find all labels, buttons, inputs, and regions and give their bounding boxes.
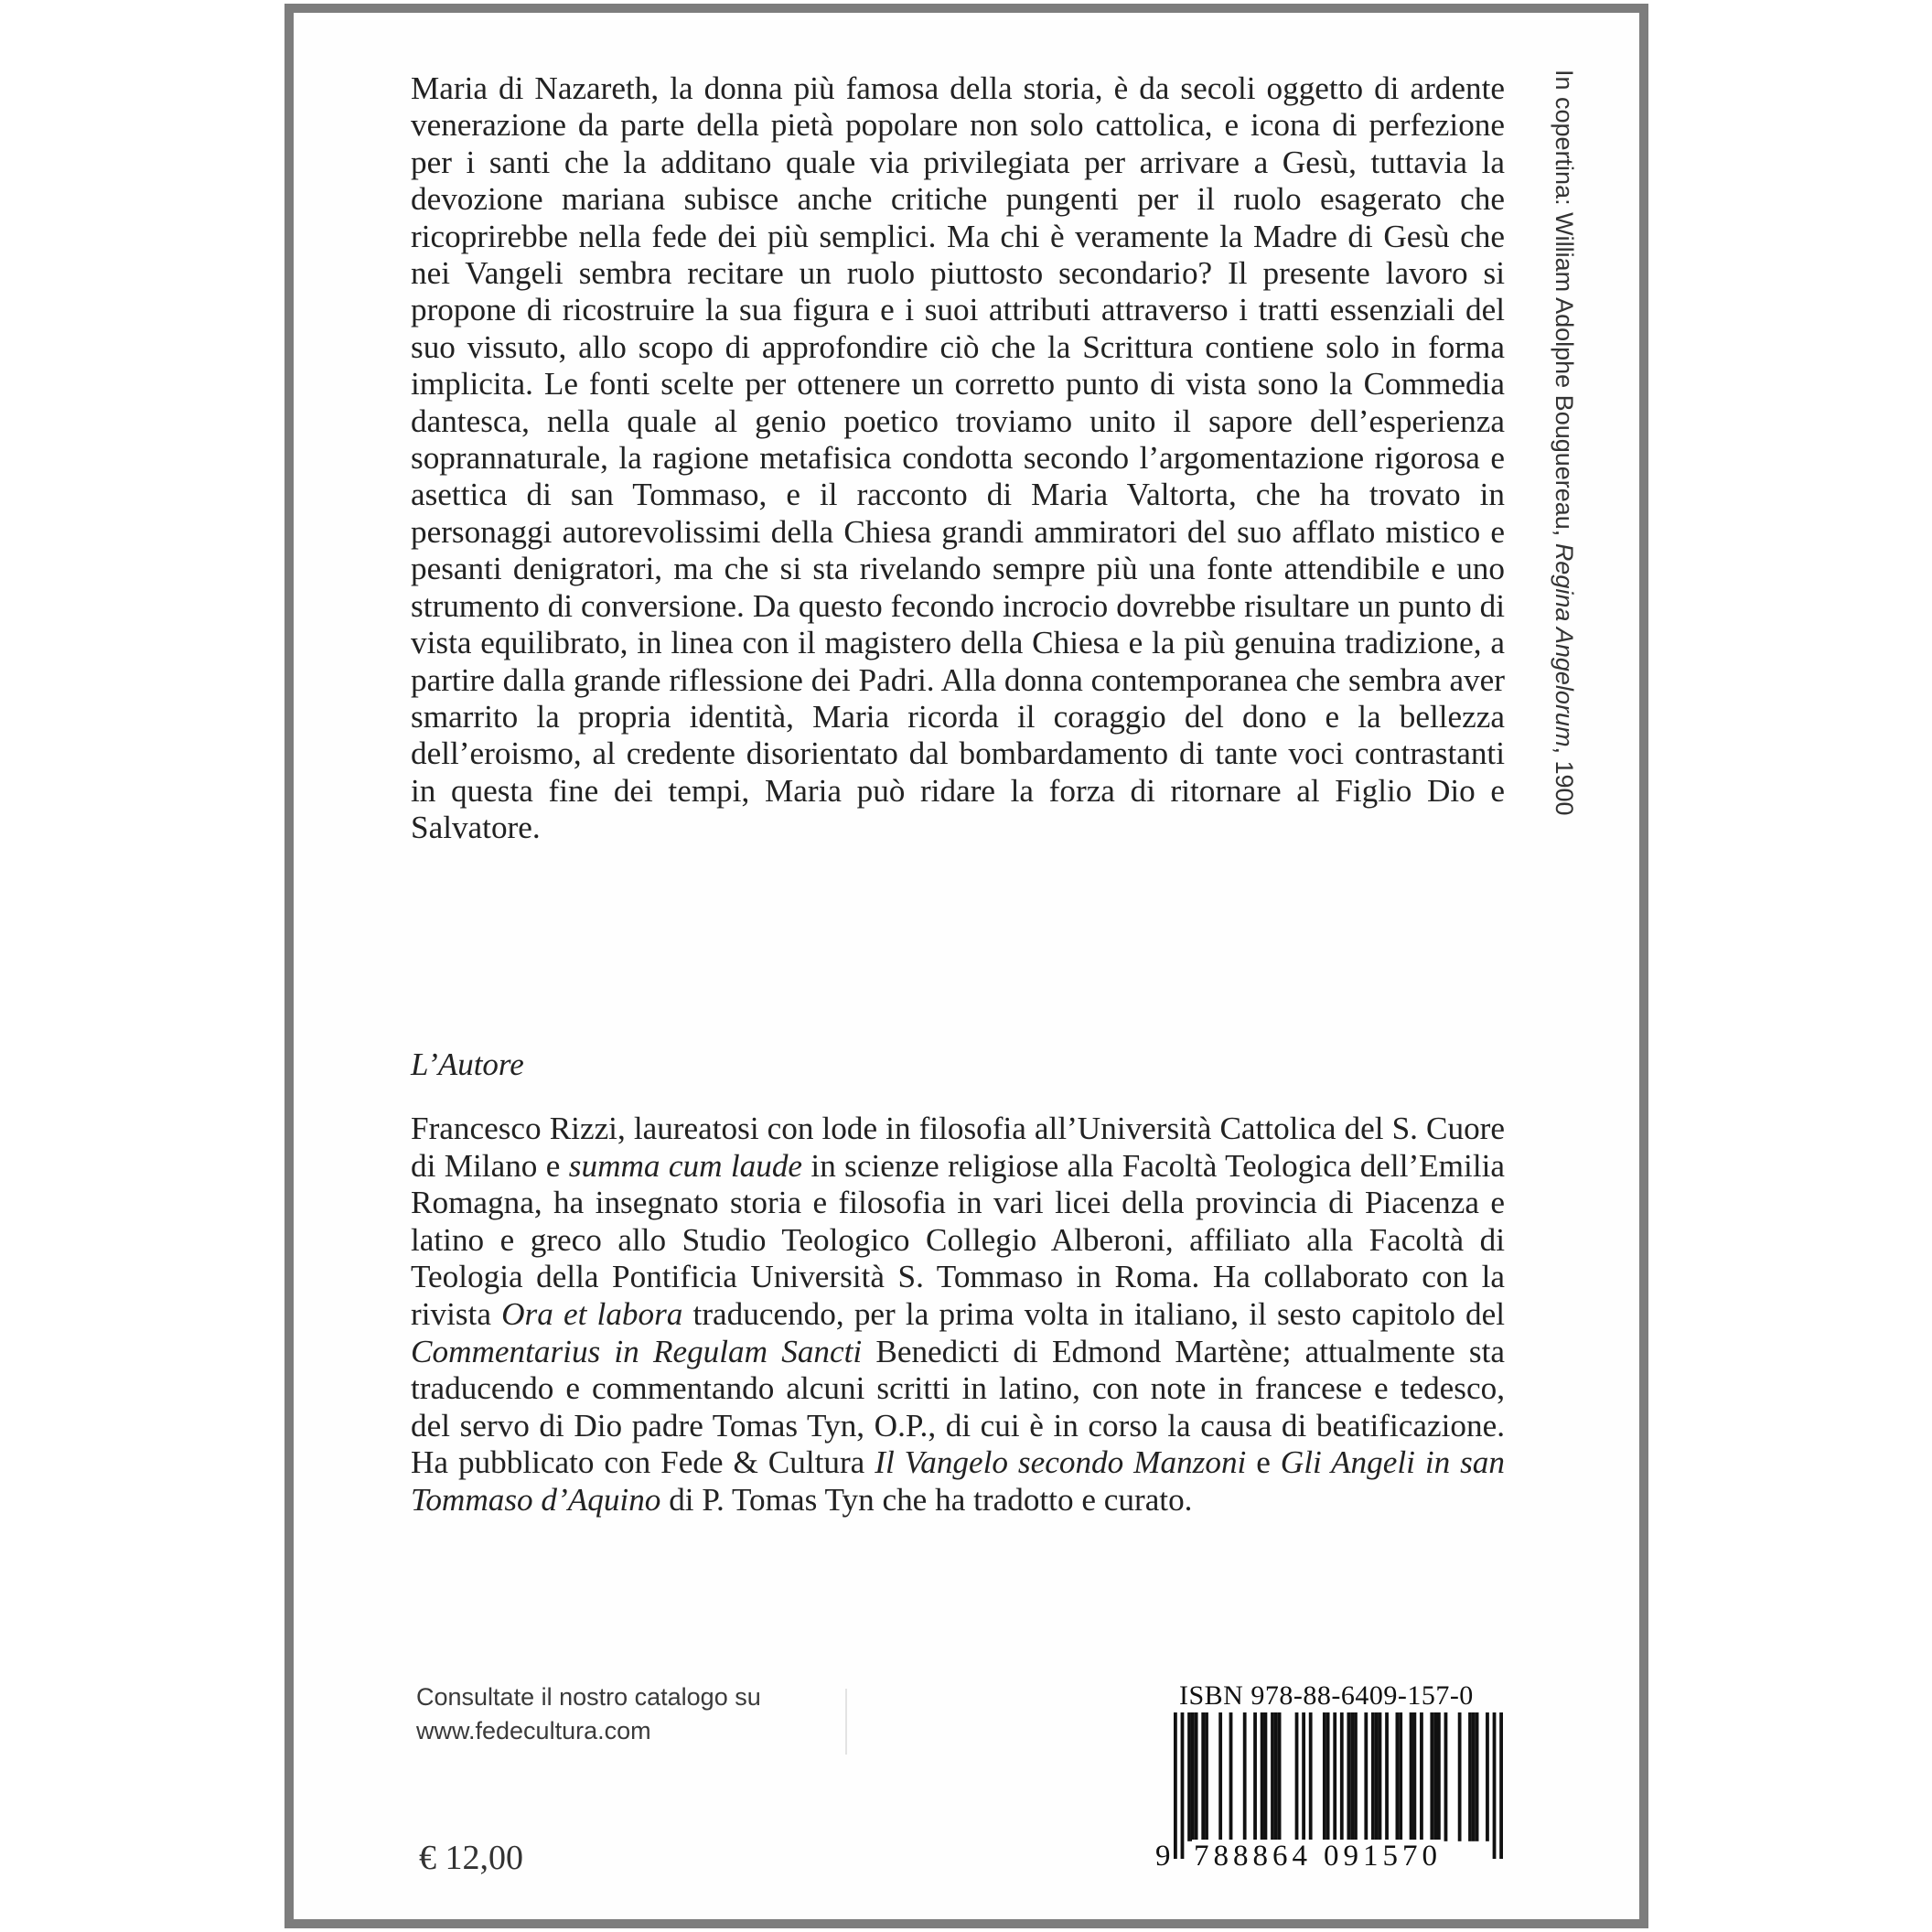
cover-image-credit [1550,70,1578,816]
barcode-bar [1218,1712,1222,1841]
barcode-bar [1444,1712,1448,1841]
barcode-bar [1323,1712,1326,1841]
barcode-bar [1333,1712,1336,1859]
barcode-bar [1347,1712,1350,1841]
bio-text-2: in scienze religiose alla Facoltà Teologica dell’Emilia Romagna, ha insegnato storia e filosofia in vari licei della provincia di Piacenza e latino e greco allo Studio Teologico Collegio Alberoni, affiliato alla Facoltà di Teologia della Pontificia Università S. Tommaso in Roma. Ha collaborato con la rivista [411,1147,1505,1332]
barcode-bar [1264,1712,1268,1841]
barcode-bar [1340,1712,1344,1859]
barcode-bar [1181,1712,1185,1859]
barcode-bar [1278,1712,1282,1841]
barcode-bar [1205,1712,1208,1841]
barcode-bar [1350,1712,1354,1841]
barcode-bar [1433,1712,1437,1841]
divider [845,1689,847,1755]
bio-italic-2: Ora et labora [501,1295,683,1332]
barcode-bar [1229,1712,1233,1841]
bio-text-3: traducendo, per la prima volta in italiano, il sesto capitolo del [682,1295,1506,1332]
isbn-label: ISBN 978-88-6409-157-0 [1179,1680,1474,1711]
book-back-cover [284,4,1648,1928]
barcode-bar [1364,1712,1368,1841]
isbn-barcode [1174,1712,1503,1859]
barcode-bar [1302,1712,1305,1841]
barcode-digits-group-1: 788864 [1194,1840,1312,1873]
barcode-bar [1243,1712,1247,1841]
author-bio [411,1111,1505,1519]
barcode-bar [1371,1712,1375,1841]
barcode-bar [1499,1712,1503,1859]
barcode-bar [1458,1712,1462,1841]
catalog-line: Consultate il nostro catalogo su [416,1683,761,1711]
bio-italic-4: Il Vangelo secondo Manzoni [875,1444,1247,1481]
barcode-digits-group-2: 091570 [1324,1840,1442,1873]
cover-credit-suffix: , 1900 [1551,746,1578,816]
barcode-bar [1399,1712,1402,1841]
barcode-bar [1261,1712,1264,1841]
barcode-bar [1385,1712,1389,1841]
barcode-bar [1271,1712,1274,1841]
barcode-bar [1493,1712,1497,1859]
barcode-bar [1354,1712,1358,1841]
bio-text-4: Benedicti di Edmond Martène; attualmente sta traducendo e commentando alcuni scritti in latino, con note in francese e tedesco, del servo di Dio padre Tomas Tyn, O.P., di cui è in corso la causa di beatificazione. Ha pubblicato con Fede & Cultura [411,1333,1505,1481]
barcode-bar [1420,1712,1423,1841]
barcode-bar [1187,1712,1191,1841]
barcode-bar [1396,1712,1400,1841]
cover-credit-prefix: In copertina: William Adolphe Bouguereau, [1551,70,1578,543]
barcode-bar [1437,1712,1441,1841]
bio-italic-3: Commentarius in Regulam Sancti [411,1333,863,1369]
barcode-bar [1486,1712,1489,1841]
barcode-bar [1326,1712,1330,1841]
barcode-bar [1201,1712,1205,1841]
barcode-bar [1295,1712,1299,1841]
barcode-bar [1410,1712,1413,1841]
barcode-bar [1430,1712,1433,1841]
barcode-bar [1174,1712,1177,1859]
barcode-bar [1309,1712,1313,1841]
barcode-bar [1379,1712,1382,1841]
price-label: € 12,00 [419,1839,523,1877]
barcode-bar [1472,1712,1476,1841]
barcode-bar [1195,1712,1198,1841]
blurb-text: Maria di Nazareth, la donna più famosa della storia, è da secoli oggetto di ardente venerazione da parte della pietà popolare non solo cattolica, e icona di perfezione per i santi che la additano quale via privilegiata per arrivare a Gesù, tuttavia la devozione mariana subisce anche critiche pungenti per il ruolo esagerato che ricoprirebbe nella fede dei più semplici. Ma chi è veramente la Madre di Gesù che nei Vangeli sembra recitare un ruolo piuttosto secondario? Il presente lavoro si propone di ricostruire la sua figura e i suoi attributi attraverso i tratti essenziali del suo vissuto, allo scopo di approfondire ciò che la Scrittura contiene solo in forma implicita. Le fonti scelte per ottenere un corretto punto di vista sono la Commedia dantesca, nella quale al genio poetico troviamo unito il sapore dell’esperienza soprannaturale, la ragione metafisica condotta secondo l’argomentazione rigorosa e asettica di san Tommaso, e il racconto di Maria Valtorta, che ha trovato in personaggi autorevolissimi della Chiesa grandi ammiratori del suo afflato mistico e pesanti denigratori, ma che si sta rivelando sempre più una fonte attendibile e uno strumento di conversione. Da questo fecondo incrocio dovrebbe risultare un punto di vista equilibrato, in linea con il magistero della Chiesa e la più genuina tradizione, a partire dalla grande riflessione dei Padri. Alla donna contemporanea che sembra aver smarrito la propria identità, Maria ricorda il coraggio del dono e la bellezza dell’eroismo, al credente disorientato dal bombardamento di tante voci contrastanti in questa fine dei tempi, Maria può ridare la forza di ritornare al Figlio Dio e Salvatore. [411,70,1505,846]
author-heading: L’Autore [411,1046,524,1082]
bio-italic-5: Gli Angeli in san Tommaso d’Aquino [411,1444,1505,1518]
catalog-url: www.fedecultura.com [416,1717,651,1744]
cover-credit-title: Regina Angelorum [1551,542,1578,747]
barcode-bar [1191,1712,1195,1841]
barcode-bar [1274,1712,1278,1841]
catalog-notice [416,1680,761,1748]
barcode-bar [1476,1712,1479,1841]
bio-text-6: di P. Tomas Tyn che ha tradotto e curato. [660,1481,1193,1518]
bio-italic-1: summa cum laude [568,1147,803,1184]
barcode-bar [1412,1712,1416,1841]
barcode-bar [1253,1712,1257,1841]
bio-text-5: e [1246,1444,1281,1481]
bio-text-1: Francesco Rizzi, laureatosi con lode in filosofia all’Università Cattolica del S. Cuore di Milano e [411,1111,1505,1184]
barcode-digit-lead: 9 [1155,1840,1175,1873]
barcode-bar [1468,1712,1472,1841]
barcode-bar [1375,1712,1379,1841]
